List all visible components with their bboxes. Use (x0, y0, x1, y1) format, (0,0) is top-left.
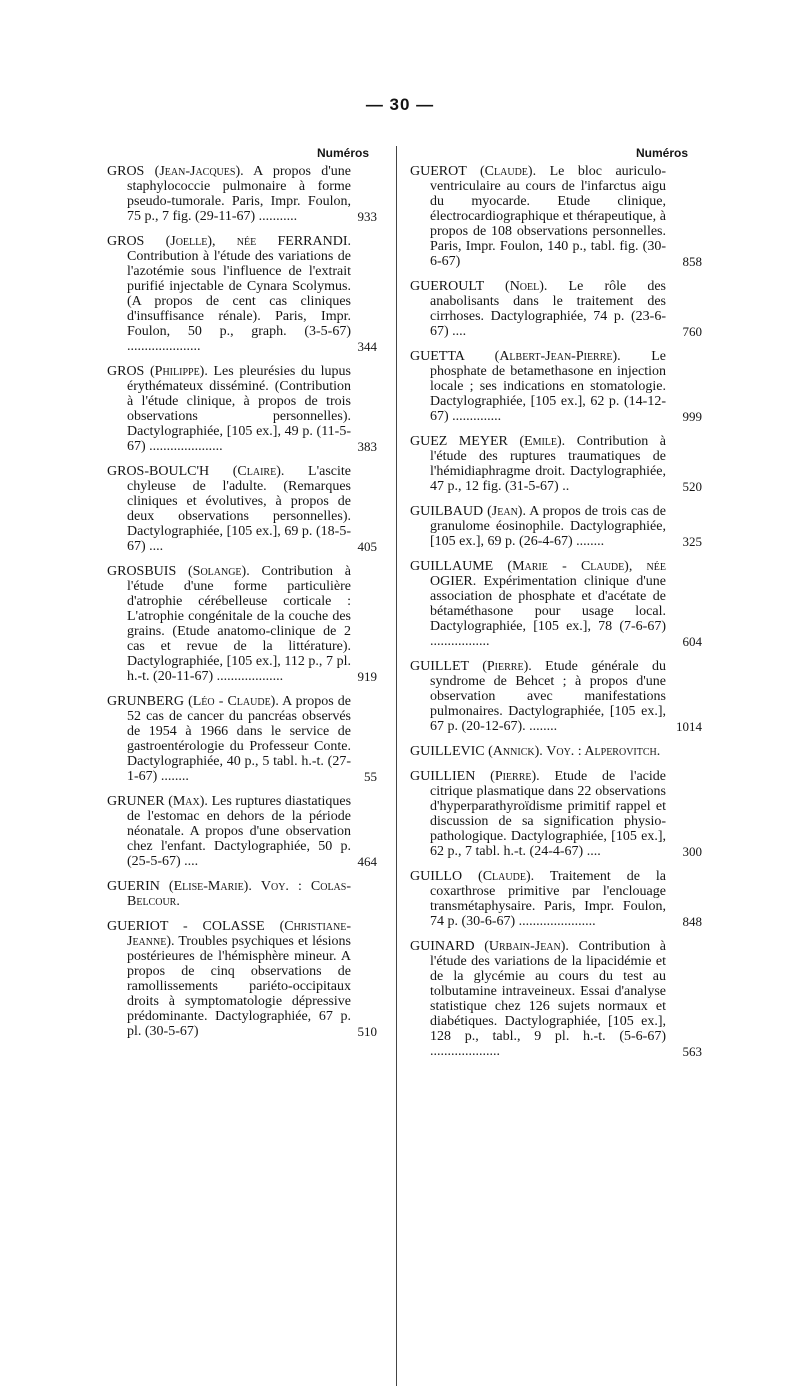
entry-author: GUILBAUD (Jean). (410, 504, 526, 519)
entry-text: Etude de l'acide citrique plasmatique dans 22 observations d'hyperparathyroïdisme primitif rappel et discussion de sa signification physio-pathologique. Dactylographiée, [105 ex.], 62 p., 7 tabl. h.-t. (24-4-67) .... (430, 769, 666, 859)
entry-number: 405 (357, 539, 377, 554)
entry-author: GUILLAUME (Marie - Claude), née OGIER. (410, 559, 666, 589)
entry-text: Contribution à l'étude des ruptures traumatiques de l'hémidiaphragme droit. Dactylographiée, 47 p., 12 fig. (31-5-67) .. (430, 434, 667, 494)
entry-author: GUILLIEN (Pierre). (410, 769, 540, 784)
column-header: Numéros (635, 146, 688, 160)
entry-text: Contribution à l'étude des variations de la lipacidémie et de la glycémie au cours du test au tolbutamine intraveineux. Essai d'analyse statistique chez 126 sujets normaux et diabétiques. Dactylographiée, [105 ex.], 128 p., tabl., 9 pl. h.-t. (5-6-67) .................... (430, 939, 667, 1059)
index-entry (410, 869, 702, 929)
entry-number: 999 (682, 409, 702, 424)
entry-author: GUILLET (Pierre). (410, 659, 532, 674)
entry-author: GUERIOT - COLASSE (Christiane-Jeanne). (107, 919, 351, 949)
entry-text: Le phosphate de betamethasone en injection locale ; ses indications en stomatologie. Dactylographiée, [105 ex.], 62 p. (14-12-67) .............. (430, 349, 667, 424)
entry-number: 520 (682, 479, 702, 494)
entry-author: GUILLO (Claude). (410, 869, 535, 884)
index-entry (107, 564, 377, 684)
entry-author: GROS-BOULC'H (Claire). (107, 464, 285, 479)
entry-text: Troubles psychiques et lésions postérieures de l'hémisphère mineur. A propos de cinq observations de ramollissements pariéto-occipitaux droits à symptomatologie dépressive prédominante. Dactylographiée, 67 p. pl. (30-5-67) (127, 934, 352, 1039)
index-entry (410, 659, 702, 734)
entry-text: Contribution à l'étude d'une forme particulière d'atrophie cérébelleuse corticale : L'atrophie congénitale de la couche des grains. (Etude anatomo-clinique de 2 cas et revue de la littérature). Dactylographiée, [105 ex.], 112 p., 7 pl. h.-t. (20-11-67) ................... (127, 564, 351, 684)
entry-author: GROSBUIS (Solange). (107, 564, 250, 579)
entry-author: GUERIN (Elise-Marie). (107, 879, 252, 894)
index-entry (410, 349, 702, 424)
entry-number: 510 (357, 1024, 377, 1039)
entry-text: Expérimentation clinique d'une association de phosphate et d'acétate de bétaméthasone pour usage local. Dactylographiée, [105 ex.], 78 (7-6-67) ................. (430, 574, 667, 649)
index-entry (410, 559, 702, 649)
entry-author: GUEZ MEYER (Emile). (410, 434, 566, 449)
entry-text: Le rôle des anabolisants dans le traitement des cirrhoses. Dactylographiée, 74 p. (23-6-67) .... (430, 279, 666, 339)
index-entry (410, 504, 702, 549)
entry-text: Voy. : Alperovitch. (546, 744, 661, 759)
index-entry (410, 744, 688, 759)
entry-text: A propos de trois cas de granulome éosinophile. Dactylographiée, [105 ex.], 69 p. (26-4-67) ........ (430, 504, 666, 549)
column-header: Numéros (316, 146, 369, 160)
entry-author: GRUNER (Max). (107, 794, 208, 809)
index-entry (410, 434, 702, 494)
entry-number: 604 (682, 634, 702, 649)
entry-text: Les pleurésies du lupus érythémateux disséminé. (Contribution à l'étude clinique, à propos de trois observations personnelles). Dactylographiée, [105 ex.], 49 p. (11-5-67) ..................... (127, 364, 351, 454)
index-entry (107, 464, 377, 554)
entry-number: 383 (357, 439, 377, 454)
entry-author: GUINARD (Urbain-Jean). (410, 939, 569, 954)
left-column (107, 142, 377, 1049)
entry-text: Voy. : Colas-Belcour. (127, 879, 351, 909)
entry-number: 933 (357, 209, 377, 224)
index-entry (410, 279, 702, 339)
entry-number: 563 (682, 1044, 702, 1059)
index-entry (410, 769, 702, 859)
entry-author: GROS (Jean-Jacques). (107, 164, 244, 179)
index-entry (107, 919, 377, 1039)
entry-author: GUEROULT (Noel). (410, 279, 548, 294)
column-divider (396, 146, 397, 1386)
right-column (410, 142, 702, 1069)
entry-text: Contribution à l'étude des variations de l'azotémie sous l'influence de l'extrait purifié injectable de Cynara Scolymus. (A propos de cent cas cliniques d'insuffisance rénale). Paris, Impr. Foulon, 50 p., graph. (3-5-67) ..................... (127, 249, 351, 354)
entry-author: GUILLEVIC (Annick). (410, 744, 543, 759)
entry-text: Traitement de la coxarthrose primitive par l'enclouage transmétaphysaire. Paris, Impr. Foulon, 74 p. (30-6-67) ...................... (430, 869, 666, 929)
index-entry (107, 879, 363, 909)
index-entry (410, 939, 702, 1059)
entry-number: 464 (357, 854, 377, 869)
entry-number: 55 (364, 769, 377, 784)
entry-number: 848 (682, 914, 702, 929)
entry-text: Etude générale du syndrome de Behcet ; à propos d'une observation avec manifestations pulmonaires. Dactylographiée, [105 ex.], 67 p. (20-12-67). ........ (430, 659, 666, 734)
entry-text: L'ascite chyleuse de l'adulte. (Remarques cliniques et évolutives, à propos de deux observations personnelles). Dactylographiée, [105 ex.], 69 p. (18-5-67) .... (127, 464, 351, 554)
entry-number: 300 (682, 844, 702, 859)
entry-author: GRUNBERG (Léo - Claude). (107, 694, 279, 709)
entry-author: GUEROT (Claude). (410, 164, 537, 179)
page-number: — 30 — (365, 95, 435, 114)
entry-number: 325 (682, 534, 702, 549)
entry-author: GROS (Philippe). (107, 364, 208, 379)
entry-number: 760 (682, 324, 702, 339)
entry-text: A propos d'une staphylococcie pulmonaire à forme pseudo-tumorale. Paris, Impr. Foulon, 75 p., 7 fig. (29-11-67) ........... (127, 164, 351, 224)
entry-number: 858 (682, 254, 702, 269)
entry-text: A propos de 52 cas de cancer du pancréas observés de 1954 à 1966 dans le service de gastroentérologie du Professeur Conte. Dactylographiée, 40 p., 5 tabl. h.-t. (27-1-67) ........ (127, 694, 351, 784)
index-entry (107, 234, 377, 354)
entry-text: Le bloc auriculo-ventriculaire au cours de l'infarctus aigu du myocarde. Etude clinique, électrocardiographique et thérapeutique, à propos de 108 observations personnelles. Paris, Impr. Foulon, 140 p., tabl. fig. (30-6-67) (430, 164, 667, 269)
entry-number: 1014 (676, 719, 702, 734)
entry-number: 344 (357, 339, 377, 354)
index-entry (410, 164, 702, 269)
entry-number: 919 (357, 669, 377, 684)
index-entry (107, 794, 377, 869)
entry-text: Les ruptures diastatiques de l'estomac en dehors de la période néonatale. A propos d'une observation chez l'enfant. Dactylographiée, 50 p. (25-5-67) .... (127, 794, 352, 869)
index-entry (107, 694, 377, 784)
entry-author: GROS (Joelle), née FERRANDI. (107, 234, 351, 249)
index-entry (107, 164, 377, 224)
entry-author: GUETTA (Albert-Jean-Pierre). (410, 349, 621, 364)
index-entry (107, 364, 377, 454)
